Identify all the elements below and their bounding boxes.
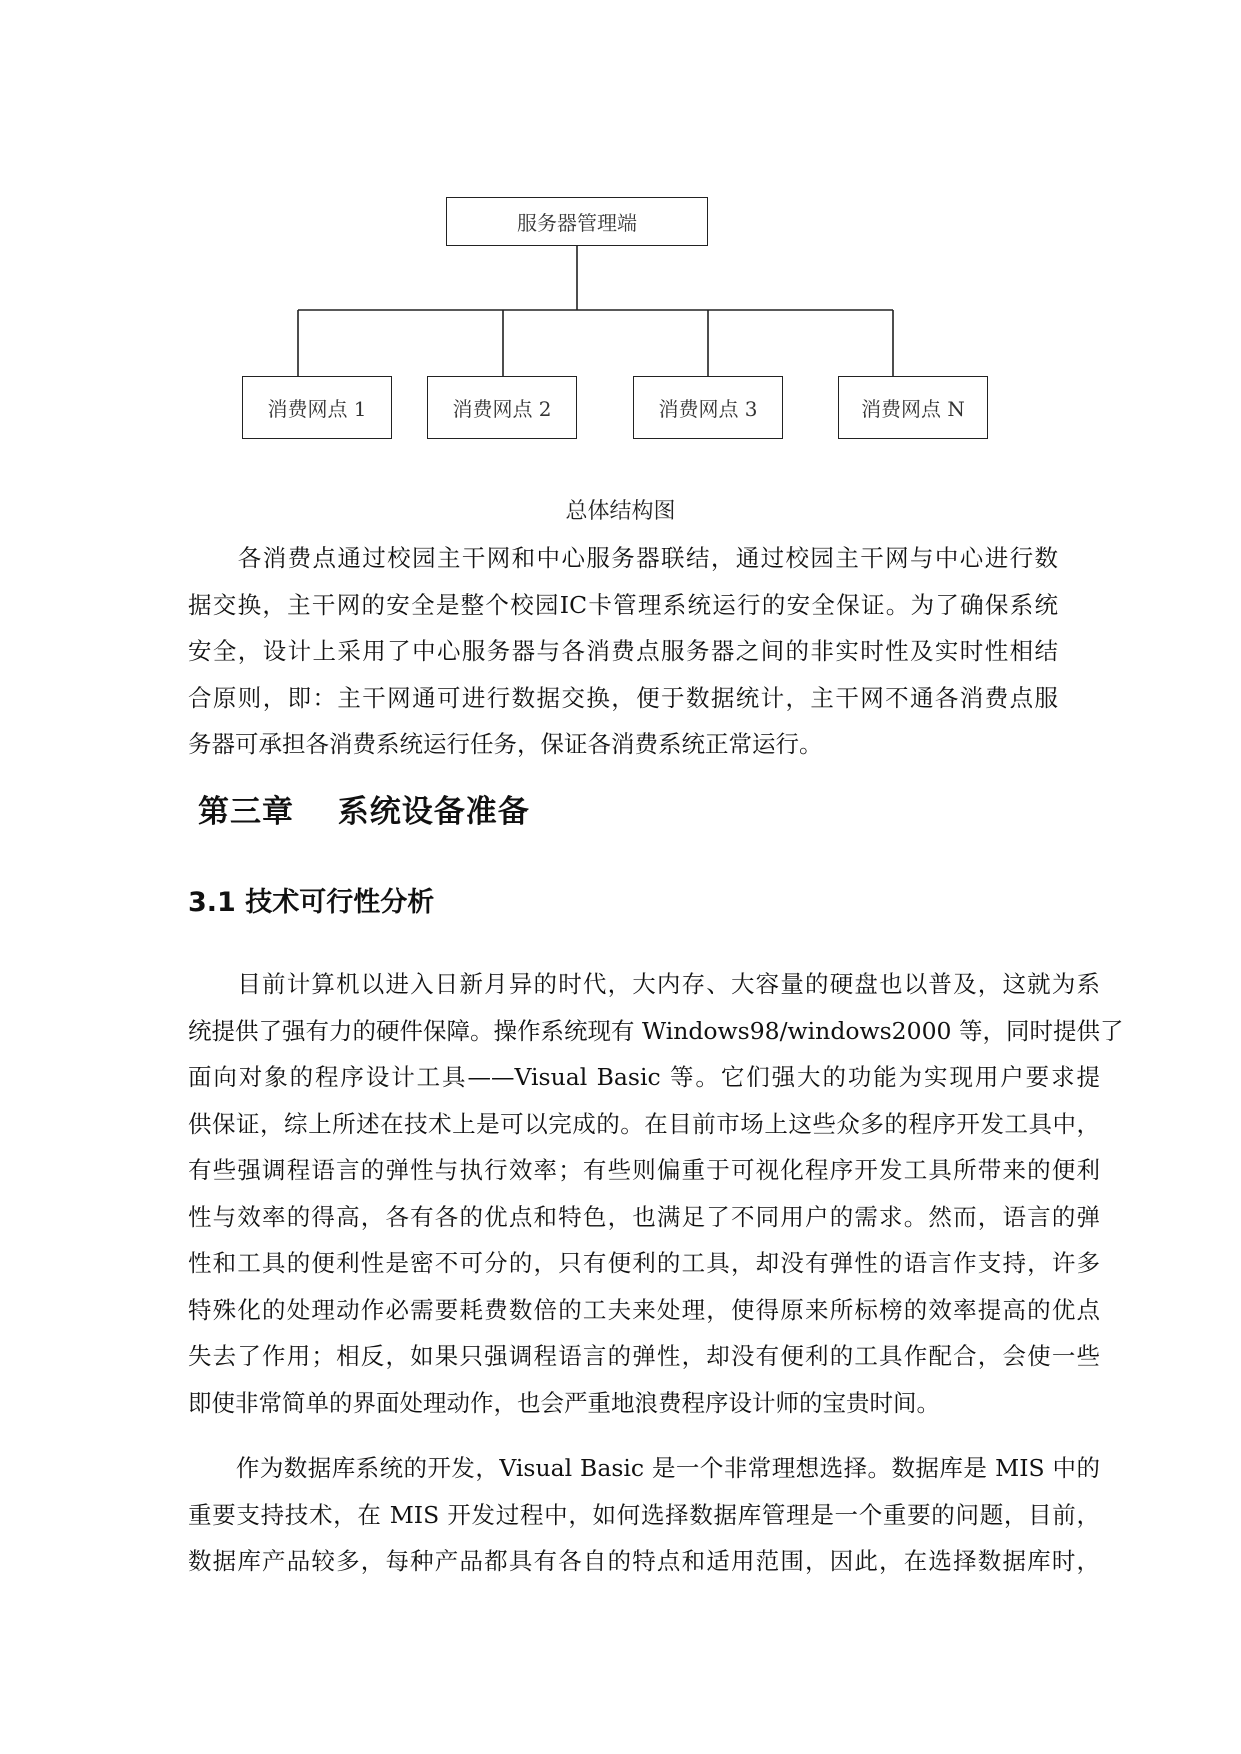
structure-diagram: [0, 0, 1241, 470]
text-line: 据交换，主干网的安全是整个校园IC卡管理系统运行的安全保证。为了确保系统: [188, 590, 1058, 619]
text-line: 失去了作用；相反，如果只强调程语言的弹性，却没有便利的工具作配合，会使一些: [188, 1342, 1100, 1370]
chapter-title: 第三章 系统设备准备: [198, 794, 530, 830]
section-title: 3.1 技术可行性分析: [188, 887, 435, 918]
paragraph-database-choice: [188, 1445, 1100, 1585]
diagram-caption: 总体结构图: [565, 499, 676, 524]
text-line: 各消费点通过校园主干网和中心服务器联结，通过校园主干网与中心进行数: [188, 544, 1058, 572]
text-line: 特殊化的处理动作必需要耗费数倍的工夫来处理，使得原来所标榜的效率提高的优点: [188, 1295, 1100, 1324]
text-line: 目前计算机以进入日新月异的时代，大内存、大容量的硬盘也以普及，这就为系: [188, 970, 1100, 998]
paragraph-technical-feasibility: [188, 961, 1124, 1426]
text-line: 务器可承担各消费系统运行任务，保证各消费系统正常运行。: [188, 730, 823, 758]
text-line: 性和工具的便利性是密不可分的，只有便利的工具，却没有弹性的语言作支持，许多: [188, 1249, 1100, 1277]
text-line: 面向对象的程序设计工具——Visual Basic 等。它们强大的功能为实现用户要求提: [188, 1063, 1100, 1091]
server-node: 服务器管理端: [446, 197, 708, 246]
text-line: 统提供了强有力的硬件保障。操作系统现有 Windows98/windows2000 等，同时提供了: [188, 1016, 1124, 1045]
text-line: 数据库产品较多，每种产品都具有各自的特点和适用范围，因此，在选择数据库时，: [188, 1547, 1100, 1575]
text-line: 安全，设计上采用了中心服务器与各消费点服务器之间的非实时性及实时性相结: [188, 637, 1058, 665]
consumer-node-2: 消费网点 2: [427, 376, 577, 439]
consumer-node-1: 消费网点 1: [242, 376, 392, 439]
text-line: 作为数据库系统的开发，Visual Basic 是一个非常理想选择。数据库是 MIS 中的: [188, 1454, 1100, 1482]
consumer-node-3: 消费网点 3: [633, 376, 783, 439]
consumer-node-n: 消费网点 N: [838, 376, 988, 439]
text-line: 供保证，综上所述在技术上是可以完成的。在目前市场上这些众多的程序开发工具中，: [188, 1109, 1100, 1138]
text-line: 有些强调程语言的弹性与执行效率；有些则偏重于可视化程序开发工具所带来的便利: [188, 1156, 1100, 1184]
text-line: 合原则，即：主干网通可进行数据交换，便于数据统计，主干网不通各消费点服: [188, 683, 1058, 712]
text-line: 重要支持技术，在 MIS 开发过程中，如何选择数据库管理是一个重要的问题，目前，: [188, 1500, 1100, 1529]
text-line: 性与效率的得高，各有各的优点和特色，也满足了不同用户的需求。然而，语言的弹: [188, 1202, 1100, 1231]
paragraph-network-overview: [188, 535, 1058, 768]
text-line: 即使非常简单的界面处理动作，也会严重地浪费程序设计师的宝贵时间。: [188, 1388, 940, 1417]
